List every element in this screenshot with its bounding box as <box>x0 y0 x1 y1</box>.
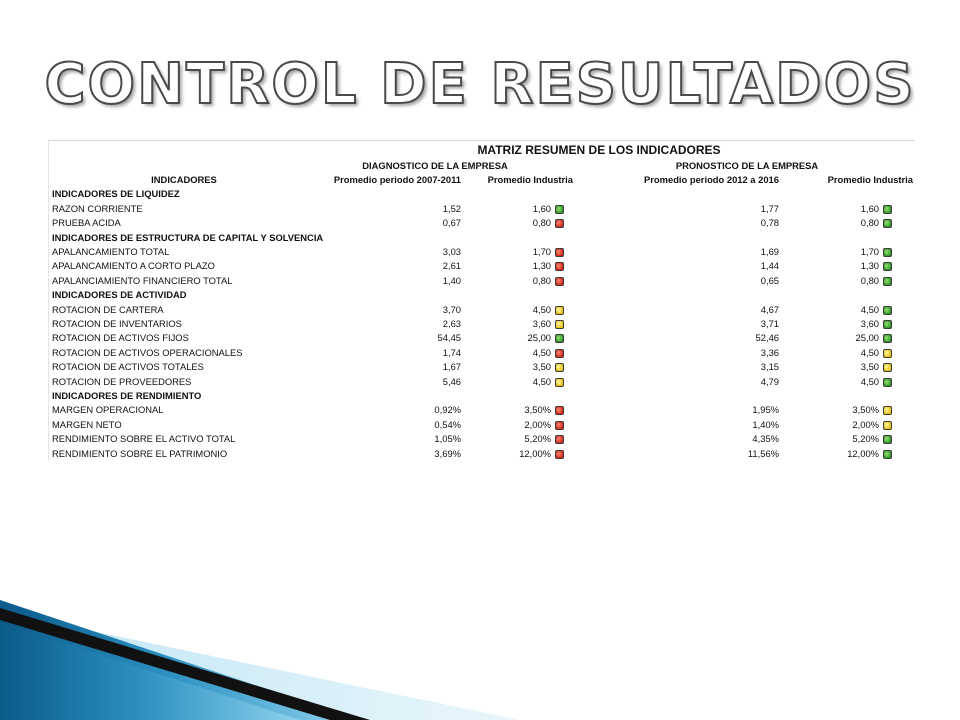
diagnostico-value: 1,52 <box>442 202 461 214</box>
red-status-icon <box>555 450 564 459</box>
industria-value: 25,00 <box>527 332 551 344</box>
diagnostico-value: 5,46 <box>442 375 461 387</box>
indicator-name: ROTACION DE INVENTARIOS <box>52 317 182 329</box>
diagnostico-value: 0,67 <box>442 217 461 229</box>
green-status-icon <box>883 219 892 228</box>
industria-value: 1,70 <box>860 246 879 258</box>
status-indicator <box>551 345 579 359</box>
industria-value: 0,80 <box>532 217 551 229</box>
indicator-name: PRUEBA ACIDA <box>52 217 121 229</box>
pronostico-value: 11,56% <box>747 447 779 459</box>
diagnostico-value: 3,70 <box>442 303 461 315</box>
red-status-icon <box>555 435 564 444</box>
green-status-icon <box>883 378 892 387</box>
indicator-name: RAZON CORRIENTE <box>52 202 143 214</box>
status-indicator <box>879 259 915 273</box>
slide-title: CONTROL DE RESULTADOS <box>44 52 916 117</box>
status-indicator <box>879 331 915 345</box>
green-status-icon <box>883 320 892 329</box>
indicator-row <box>49 201 915 215</box>
section-header-row <box>49 158 915 172</box>
indicator-row <box>49 403 915 417</box>
pronostico-value: 0,65 <box>760 274 779 286</box>
indicator-row <box>49 431 915 445</box>
status-indicator <box>551 446 579 460</box>
status-indicator <box>551 331 579 345</box>
industria-value: 0,80 <box>860 217 879 229</box>
red-status-icon <box>555 349 564 358</box>
group-header: INDICADORES DE LIQUIDEZ <box>52 188 180 200</box>
pronostico-value: 0,78 <box>760 217 779 229</box>
diagnostico-value: 54,45 <box>437 332 461 344</box>
green-status-icon <box>883 450 892 459</box>
pronostico-value: 1,40% <box>752 418 779 430</box>
indicator-row <box>49 273 915 287</box>
indicator-row <box>49 259 915 273</box>
diagnostico-value: 1,67 <box>442 361 461 373</box>
red-status-icon <box>555 248 564 257</box>
indicator-name: RENDIMIENTO SOBRE EL PATRIMONIO <box>52 447 228 459</box>
industria-value: 3,50% <box>852 404 879 416</box>
indicator-name: ROTACION DE PROVEEDORES <box>52 375 192 387</box>
status-indicator <box>551 417 579 431</box>
industria-value: 12,00% <box>519 447 551 459</box>
status-indicator <box>551 359 579 373</box>
industria-value: 1,30 <box>860 260 879 272</box>
industria-value: 12,00% <box>847 447 879 459</box>
industria-value: 1,70 <box>532 246 551 258</box>
industria-value: 4,50 <box>532 303 551 315</box>
status-indicator <box>879 374 915 388</box>
status-indicator <box>551 273 579 287</box>
red-status-icon <box>555 421 564 430</box>
pronostico-value: 4,67 <box>760 303 779 315</box>
pronostico-value: 3,71 <box>760 317 779 329</box>
status-indicator <box>879 403 915 417</box>
diagnostico-value: 1,74 <box>442 346 461 358</box>
industria-value: 3,60 <box>532 317 551 329</box>
corner-decoration <box>0 560 960 720</box>
industria-value: 4,50 <box>860 375 879 387</box>
green-status-icon <box>883 277 892 286</box>
col-promedio-industria-diag: Promedio Industria <box>487 174 573 186</box>
group-header: INDICADORES DE ACTIVIDAD <box>52 289 187 301</box>
industria-value: 3,50 <box>532 361 551 373</box>
col-promedio-industria-pron: Promedio Industria <box>827 174 913 186</box>
indicator-name: MARGEN OPERACIONAL <box>52 404 164 416</box>
pronostico-value: 1,95% <box>752 404 779 416</box>
indicator-row <box>49 374 915 388</box>
pronostico-value: 4,79 <box>760 375 779 387</box>
group-header-row <box>49 230 915 244</box>
diagnostico-value: 2,63 <box>442 317 461 329</box>
yellow-status-icon <box>883 406 892 415</box>
indicators-matrix <box>48 140 915 460</box>
industria-value: 0,80 <box>532 274 551 286</box>
group-header-row <box>49 388 915 402</box>
industria-value: 3,60 <box>860 317 879 329</box>
status-indicator <box>551 431 579 445</box>
indicator-name: APALANCAMIENTO TOTAL <box>52 246 170 258</box>
green-status-icon <box>555 334 564 343</box>
diagnostico-value: 2,61 <box>442 260 461 272</box>
yellow-status-icon <box>883 363 892 372</box>
green-status-icon <box>555 205 564 214</box>
status-indicator <box>879 244 915 258</box>
status-indicator <box>879 431 915 445</box>
diagnostico-value: 1,40 <box>442 274 461 286</box>
pronostico-value: 4,35% <box>752 433 779 445</box>
section-pronostico: PRONOSTICO DE LA EMPRESA <box>675 159 819 171</box>
status-indicator <box>551 302 579 316</box>
green-status-icon <box>883 435 892 444</box>
industria-value: 1,60 <box>532 202 551 214</box>
section-diagnostico: DIAGNOSTICO DE LA EMPRESA <box>362 159 508 171</box>
pronostico-value: 1,44 <box>760 260 779 272</box>
diagnostico-value: 0,54% <box>434 418 461 430</box>
indicator-row <box>49 302 915 316</box>
yellow-status-icon <box>555 363 564 372</box>
status-indicator <box>551 259 579 273</box>
col-promedio-2007-2011: Promedio periodo 2007-2011 <box>333 174 461 186</box>
indicator-name: APALANCIAMIENTO FINANCIERO TOTAL <box>52 274 233 286</box>
status-indicator <box>879 216 915 230</box>
status-indicator <box>551 201 579 215</box>
industria-value: 4,50 <box>860 303 879 315</box>
indicator-name: ROTACION DE CARTERA <box>52 303 164 315</box>
col-indicadores: INDICADORES <box>151 174 217 186</box>
indicator-name: ROTACION DE ACTIVOS FIJOS <box>52 332 189 344</box>
industria-value: 5,20% <box>524 433 551 445</box>
pronostico-value: 1,69 <box>760 246 779 258</box>
indicator-row <box>49 331 915 345</box>
status-indicator <box>551 403 579 417</box>
indicator-name: ROTACION DE ACTIVOS TOTALES <box>52 361 204 373</box>
table-title: MATRIZ RESUMEN DE LOS INDICADORES <box>477 142 721 157</box>
status-indicator <box>551 244 579 258</box>
industria-value: 4,50 <box>532 346 551 358</box>
status-indicator <box>879 417 915 431</box>
indicator-row <box>49 359 915 373</box>
group-header-row <box>49 187 915 201</box>
red-status-icon <box>555 406 564 415</box>
industria-value: 3,50% <box>524 404 551 416</box>
pronostico-value: 3,36 <box>760 346 779 358</box>
diagnostico-value: 3,69% <box>434 447 461 459</box>
indicators-table <box>49 141 915 460</box>
status-indicator <box>879 201 915 215</box>
indicator-row <box>49 345 915 359</box>
status-indicator <box>879 302 915 316</box>
industria-value: 5,20% <box>852 433 879 445</box>
industria-value: 4,50 <box>860 346 879 358</box>
status-indicator <box>879 273 915 287</box>
green-status-icon <box>883 262 892 271</box>
diagnostico-value: 0,92% <box>434 404 461 416</box>
status-indicator <box>879 316 915 330</box>
indicator-row <box>49 316 915 330</box>
indicator-row <box>49 417 915 431</box>
indicator-row <box>49 244 915 258</box>
diagnostico-value: 3,03 <box>442 246 461 258</box>
status-indicator <box>551 374 579 388</box>
pronostico-value: 3,15 <box>760 361 779 373</box>
group-header: INDICADORES DE ESTRUCTURA DE CAPITAL Y SOLVENCIA <box>52 231 324 243</box>
col-promedio-2012-2016: Promedio periodo 2012 a 2016 <box>644 174 779 186</box>
industria-value: 4,50 <box>532 375 551 387</box>
industria-value: 25,00 <box>855 332 879 344</box>
indicator-name: APALANCAMIENTO A CORTO PLAZO <box>52 260 215 272</box>
indicator-row <box>49 446 915 460</box>
yellow-status-icon <box>883 421 892 430</box>
column-header-row <box>49 172 915 186</box>
yellow-status-icon <box>883 349 892 358</box>
red-status-icon <box>555 277 564 286</box>
yellow-status-icon <box>555 306 564 315</box>
indicator-name: MARGEN NETO <box>52 418 122 430</box>
indicator-row <box>49 216 915 230</box>
industria-value: 0,80 <box>860 274 879 286</box>
group-header-row <box>49 288 915 302</box>
green-status-icon <box>883 334 892 343</box>
industria-value: 2,00% <box>852 418 879 430</box>
industria-value: 1,30 <box>532 260 551 272</box>
yellow-status-icon <box>555 320 564 329</box>
status-indicator <box>551 316 579 330</box>
green-status-icon <box>883 205 892 214</box>
industria-value: 3,50 <box>860 361 879 373</box>
red-status-icon <box>555 219 564 228</box>
indicator-name: ROTACION DE ACTIVOS OPERACIONALES <box>52 346 243 358</box>
table-title-row <box>49 141 915 158</box>
status-indicator <box>879 446 915 460</box>
diagnostico-value: 1,05% <box>434 433 461 445</box>
pronostico-value: 1,77 <box>760 202 779 214</box>
group-header: INDICADORES DE RENDIMIENTO <box>52 389 202 401</box>
red-status-icon <box>555 262 564 271</box>
indicator-name: RENDIMIENTO SOBRE EL ACTIVO TOTAL <box>52 433 236 445</box>
yellow-status-icon <box>555 378 564 387</box>
industria-value: 1,60 <box>860 202 879 214</box>
green-status-icon <box>883 248 892 257</box>
industria-value: 2,00% <box>524 418 551 430</box>
status-indicator <box>879 345 915 359</box>
pronostico-value: 52,46 <box>755 332 779 344</box>
status-indicator <box>551 216 579 230</box>
status-indicator <box>879 359 915 373</box>
green-status-icon <box>883 306 892 315</box>
